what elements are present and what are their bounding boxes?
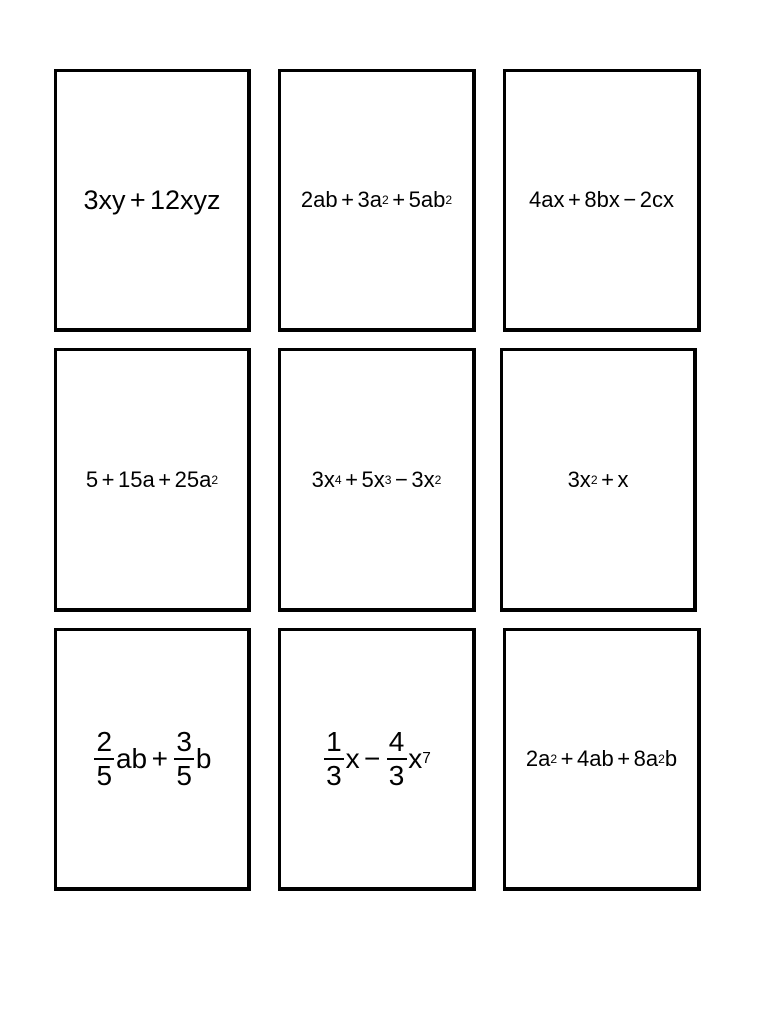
card-6 (500, 348, 697, 612)
card-8 (278, 628, 476, 891)
card-2 (278, 69, 476, 332)
expression: 3xy + 12xyz (83, 184, 221, 215)
card-4 (54, 348, 251, 612)
card-3 (503, 69, 701, 332)
fraction: $\frac{2}{5}$ (94, 728, 114, 789)
expression: 2ab + 3a 2 + 5ab 2 (300, 187, 453, 212)
expression: 4ax + 8bx − 2cx (529, 187, 674, 212)
expression: $\frac{2}{5}$ ab + $\frac{3}{5}$ b (93, 728, 212, 789)
fraction: $\frac{3}{5}$ (174, 728, 194, 789)
card-5 (278, 348, 476, 612)
card-1 (54, 69, 251, 332)
expression: 3x 4 + 5x 3 − 3x 2 (311, 466, 442, 492)
expression: 5 + 15a + 25a 2 (85, 466, 219, 492)
card-9 (503, 628, 701, 891)
expression: 3x 2 + x (567, 466, 629, 492)
expression: $\frac{1}{3}$ x − $\frac{4}{3}$ x 7 (322, 728, 431, 789)
expression: 2a 2 + 4ab + 8a 2 b (525, 746, 678, 771)
fraction: $\frac{1}{3}$ (324, 728, 344, 789)
fraction: $\frac{4}{3}$ (387, 728, 407, 789)
card-7 (54, 628, 251, 891)
